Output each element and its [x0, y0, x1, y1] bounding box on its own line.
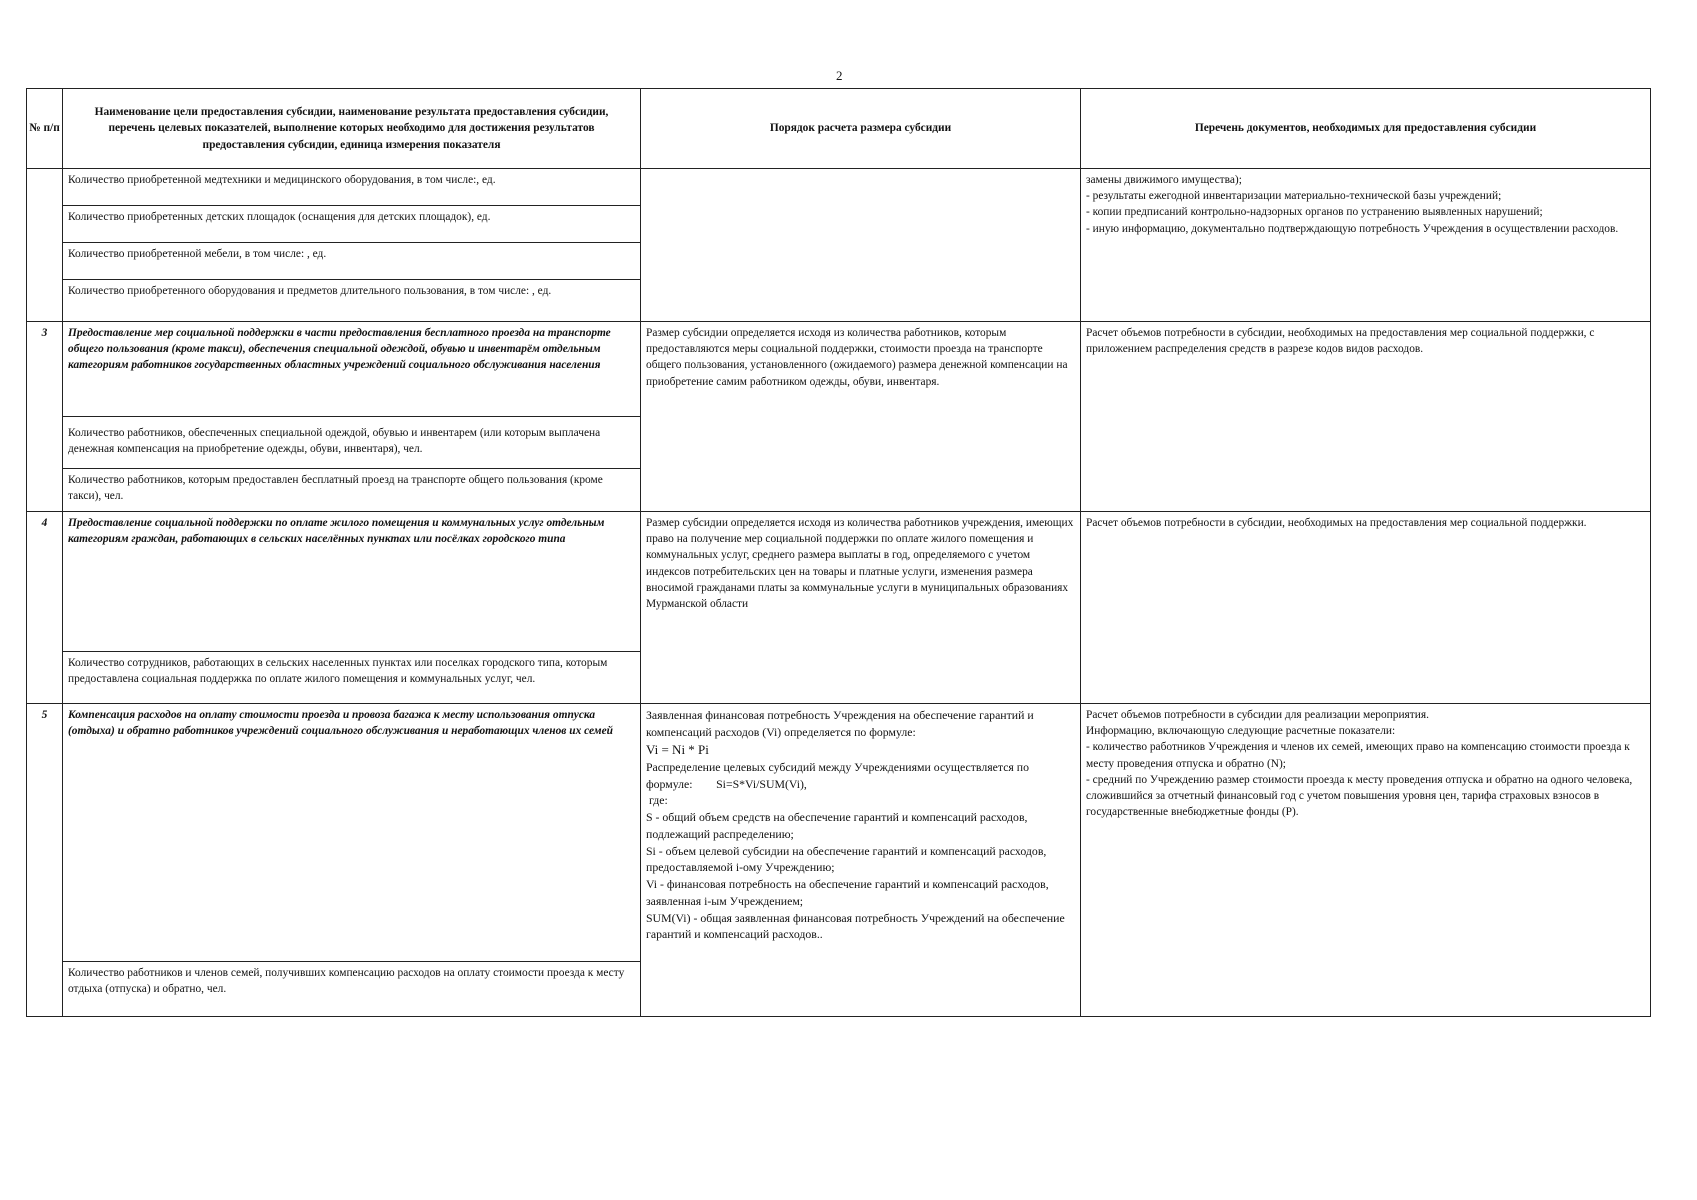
row-number: 5 — [27, 704, 63, 1017]
cont-number-cell — [27, 169, 63, 322]
docs-text: Расчет объемов потребности в субсидии, необходимых на предоставления мер социальной поддержки. — [1081, 512, 1651, 704]
list-item: замены движимого имущества); — [1086, 174, 1242, 186]
formula-line: Vi = Ni * Pi — [646, 741, 709, 757]
header-calc: Порядок расчета размера субсидии — [641, 89, 1081, 169]
row-number: 4 — [27, 512, 63, 704]
header-docs: Перечень документов, необходимых для предоставления субсидии — [1081, 89, 1651, 169]
indicator-text: Количество работников, которым предоставлен бесплатный проезд на транспорте общего пользования (кроме такси), чел. — [63, 469, 641, 512]
cont-indicator: Количество приобретенных детских площадок (оснащения для детских площадок), ед. — [63, 206, 641, 243]
calc-text: Размер субсидии определяется исходя из количества работников учреждения, имеющих право на получение мер социальной поддержки по оплате жилого помещения и коммунальных услуг, среднего размера выплаты в год, определяемого с учетом индексов потребительских цен на товары и платные услуги, изменения размера вносимой гражданами платы за коммунальные услуги в муниципальных образованиях Мурманской области — [641, 512, 1081, 704]
list-item: - количество работников Учреждения и членов их семей, имеющих право на компенсацию стоимости проезда к месту проведения отпуска и обратно (N); — [1086, 741, 1630, 770]
indicator-text: Количество работников и членов семей, получивших компенсацию расходов на оплату стоимости проезда к месту отдыха (отпуска) и обратно, чел. — [63, 962, 641, 1017]
indicator-text: Количество сотрудников, работающих в сельских населенных пунктах или поселках городского типа, которым предоставлена социальная поддержка по оплате жилого помещения и коммунальных услуг, чел. — [63, 652, 641, 704]
page-number: 2 — [836, 68, 843, 83]
goal-text: Компенсация расходов на оплату стоимости проезда и провоза багажа к месту использования отпуска (отдыха) и обратно работников учреждений социального обслуживания и неработающих членов их семей — [63, 704, 641, 962]
header-goal: Наименование цели предоставления субсидии, наименование результата предоставления субсидии, перечень целевых показателей, выполнение которых необходимо для достижения результатов предоставления субсидии, единица измерения показателя — [63, 89, 641, 169]
header-row — [27, 89, 1651, 169]
calc-cell — [641, 704, 1081, 1017]
cont-indicator: Количество приобретенной медтехники и медицинского оборудования, в том числе:, ед. — [63, 169, 641, 206]
formula-line: Si - объем целевой субсидии на обеспечение гарантий и компенсаций расходов, предоставляемой i-ому Учреждению; — [646, 843, 1047, 875]
list-item: Информацию, включающую следующие расчетные показатели: — [1086, 725, 1396, 738]
header-number: № п/п — [27, 89, 63, 169]
cont-docs-cell — [1081, 169, 1651, 322]
table-row — [27, 322, 1651, 417]
formula-line: Заявленная финансовая потребность Учреждения на обеспечение гарантий и компенсаций расходов (Vi) определяется по формуле: — [646, 708, 1034, 739]
list-item: - средний по Учреждению размер стоимости проезда к месту проведения отпуска и обратно на одного человека, сложившийся за отчетный финансовый год с учетом повышения уровня цен, тарифа страховых взносов в государственные внебюджетные фонды (P). — [1086, 773, 1633, 819]
cont-indicator: Количество приобретенного оборудования и предметов длительного пользования, в том числе: , ед. — [63, 280, 641, 322]
docs-text: Расчет объемов потребности в субсидии, необходимых на предоставления мер социальной поддержки, с приложением распределения средств в разрезе кодов видов расходов. — [1081, 322, 1651, 512]
list-item: Расчет объемов потребности в субсидии для реализации мероприятия. — [1086, 709, 1429, 721]
cont-calc-cell — [641, 169, 1081, 322]
formula-line: Распределение целевых субсидий между Учреждениями осуществляется по формуле: Si=S*Vi/SUM(Vi), — [646, 759, 1032, 791]
formula-line: S - общий объем средств на обеспечение гарантий и компенсаций расходов, подлежащий распределению; — [646, 810, 1028, 841]
formula-line: SUM(Vi) - общая заявленная финансовая потребность Учреждений на обеспечение гарантий и компенсаций расходов.. — [646, 910, 1065, 942]
subsidy-table — [26, 88, 1651, 1017]
formula-line: где: — [646, 793, 668, 808]
list-item: - иную информацию, документально подтверждающую потребность Учреждения в осуществлении расходов. — [1086, 222, 1619, 235]
calc-text: Размер субсидии определяется исходя из количества работников, которым предоставляются меры социальной поддержки, стоимости проезда на транспорте общего пользования, установленного (ожидаемого) размера денежной компенсации на приобретение самим работником одежды, обуви, инвентаря. — [641, 322, 1081, 512]
goal-text: Предоставление социальной поддержки по оплате жилого помещения и коммунальных услуг отдельным категориям граждан, работающих в сельских населённых пунктах или посёлках городского типа — [63, 512, 641, 652]
indicator-text: Количество работников, обеспеченных специальной одеждой, обувью и инвентарем (или которым выплачена денежная компенсация на приобретение одежды, обуви, инвентаря), чел. — [63, 417, 641, 469]
docs-cell — [1081, 704, 1651, 1017]
table-row — [27, 169, 1651, 206]
row-number: 3 — [27, 322, 63, 512]
table-row — [27, 704, 1651, 962]
list-item: - копии предписаний контрольно-надзорных органов по устранению выявленных нарушений; — [1086, 206, 1543, 219]
cont-indicator: Количество приобретенной мебели, в том числе: , ед. — [63, 243, 641, 280]
list-item: - результаты ежегодной инвентаризации материально-технической базы учреждений; — [1086, 190, 1502, 203]
formula-line: Vi - финансовая потребность на обеспечение гарантий и компенсаций расходов, заявленная i-ым Учреждением; — [646, 877, 1049, 908]
table-row — [27, 512, 1651, 652]
goal-text: Предоставление мер социальной поддержки в части предоставления бесплатного проезда на транспорте общего пользования (кроме такси), обеспечения специальной одеждой, обувью и инвентарём отдельным категориям работников государственных областных учреждений социального обслуживания населения — [63, 322, 641, 417]
